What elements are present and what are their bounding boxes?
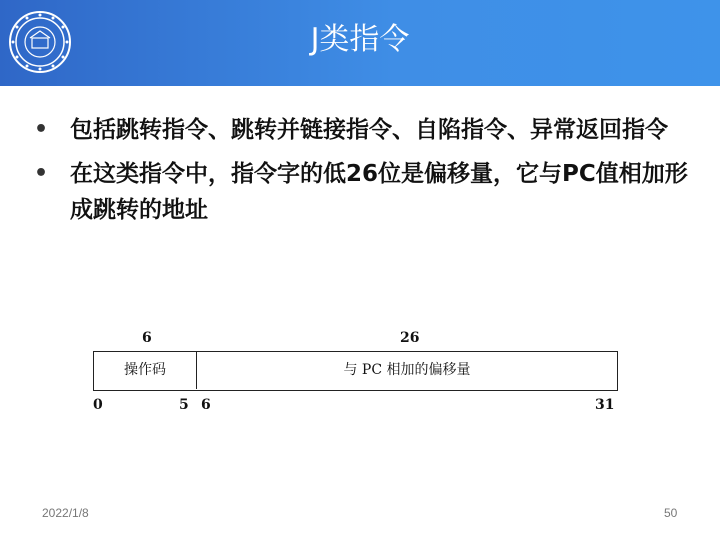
bullet-dot-icon: • xyxy=(34,161,49,186)
offset-field: 与 PC 相加的偏移量 xyxy=(343,362,471,378)
instruction-word-box xyxy=(93,351,618,391)
bullet-list xyxy=(34,112,694,236)
offset-width-label: 26 xyxy=(400,330,420,346)
slide-title: J类指令 xyxy=(310,22,410,57)
bit-6-label: 6 xyxy=(201,397,211,413)
bit-0-label: 0 xyxy=(93,397,103,413)
bullet-item xyxy=(34,112,694,148)
bullet-dot-icon: • xyxy=(34,117,49,142)
slide-header xyxy=(0,0,720,86)
slide-page-number: 50 xyxy=(664,506,678,520)
opcode-width-label: 6 xyxy=(142,330,152,346)
bullet-text: 在这类指令中，指令字的低26位是偏移量，它与PC值相加形成跳转的地址 xyxy=(70,161,688,223)
bit-5-label: 5 xyxy=(179,397,189,413)
field-divider xyxy=(196,352,197,389)
bullet-text: 包括跳转指令、跳转并链接指令、自陷指令、异常返回指令 xyxy=(70,117,668,143)
bit-31-label: 31 xyxy=(595,397,615,413)
bullet-item xyxy=(34,156,694,228)
slide-date: 2022/1/8 xyxy=(42,506,89,520)
instruction-format-diagram xyxy=(85,330,625,420)
opcode-field: 操作码 xyxy=(124,362,166,378)
